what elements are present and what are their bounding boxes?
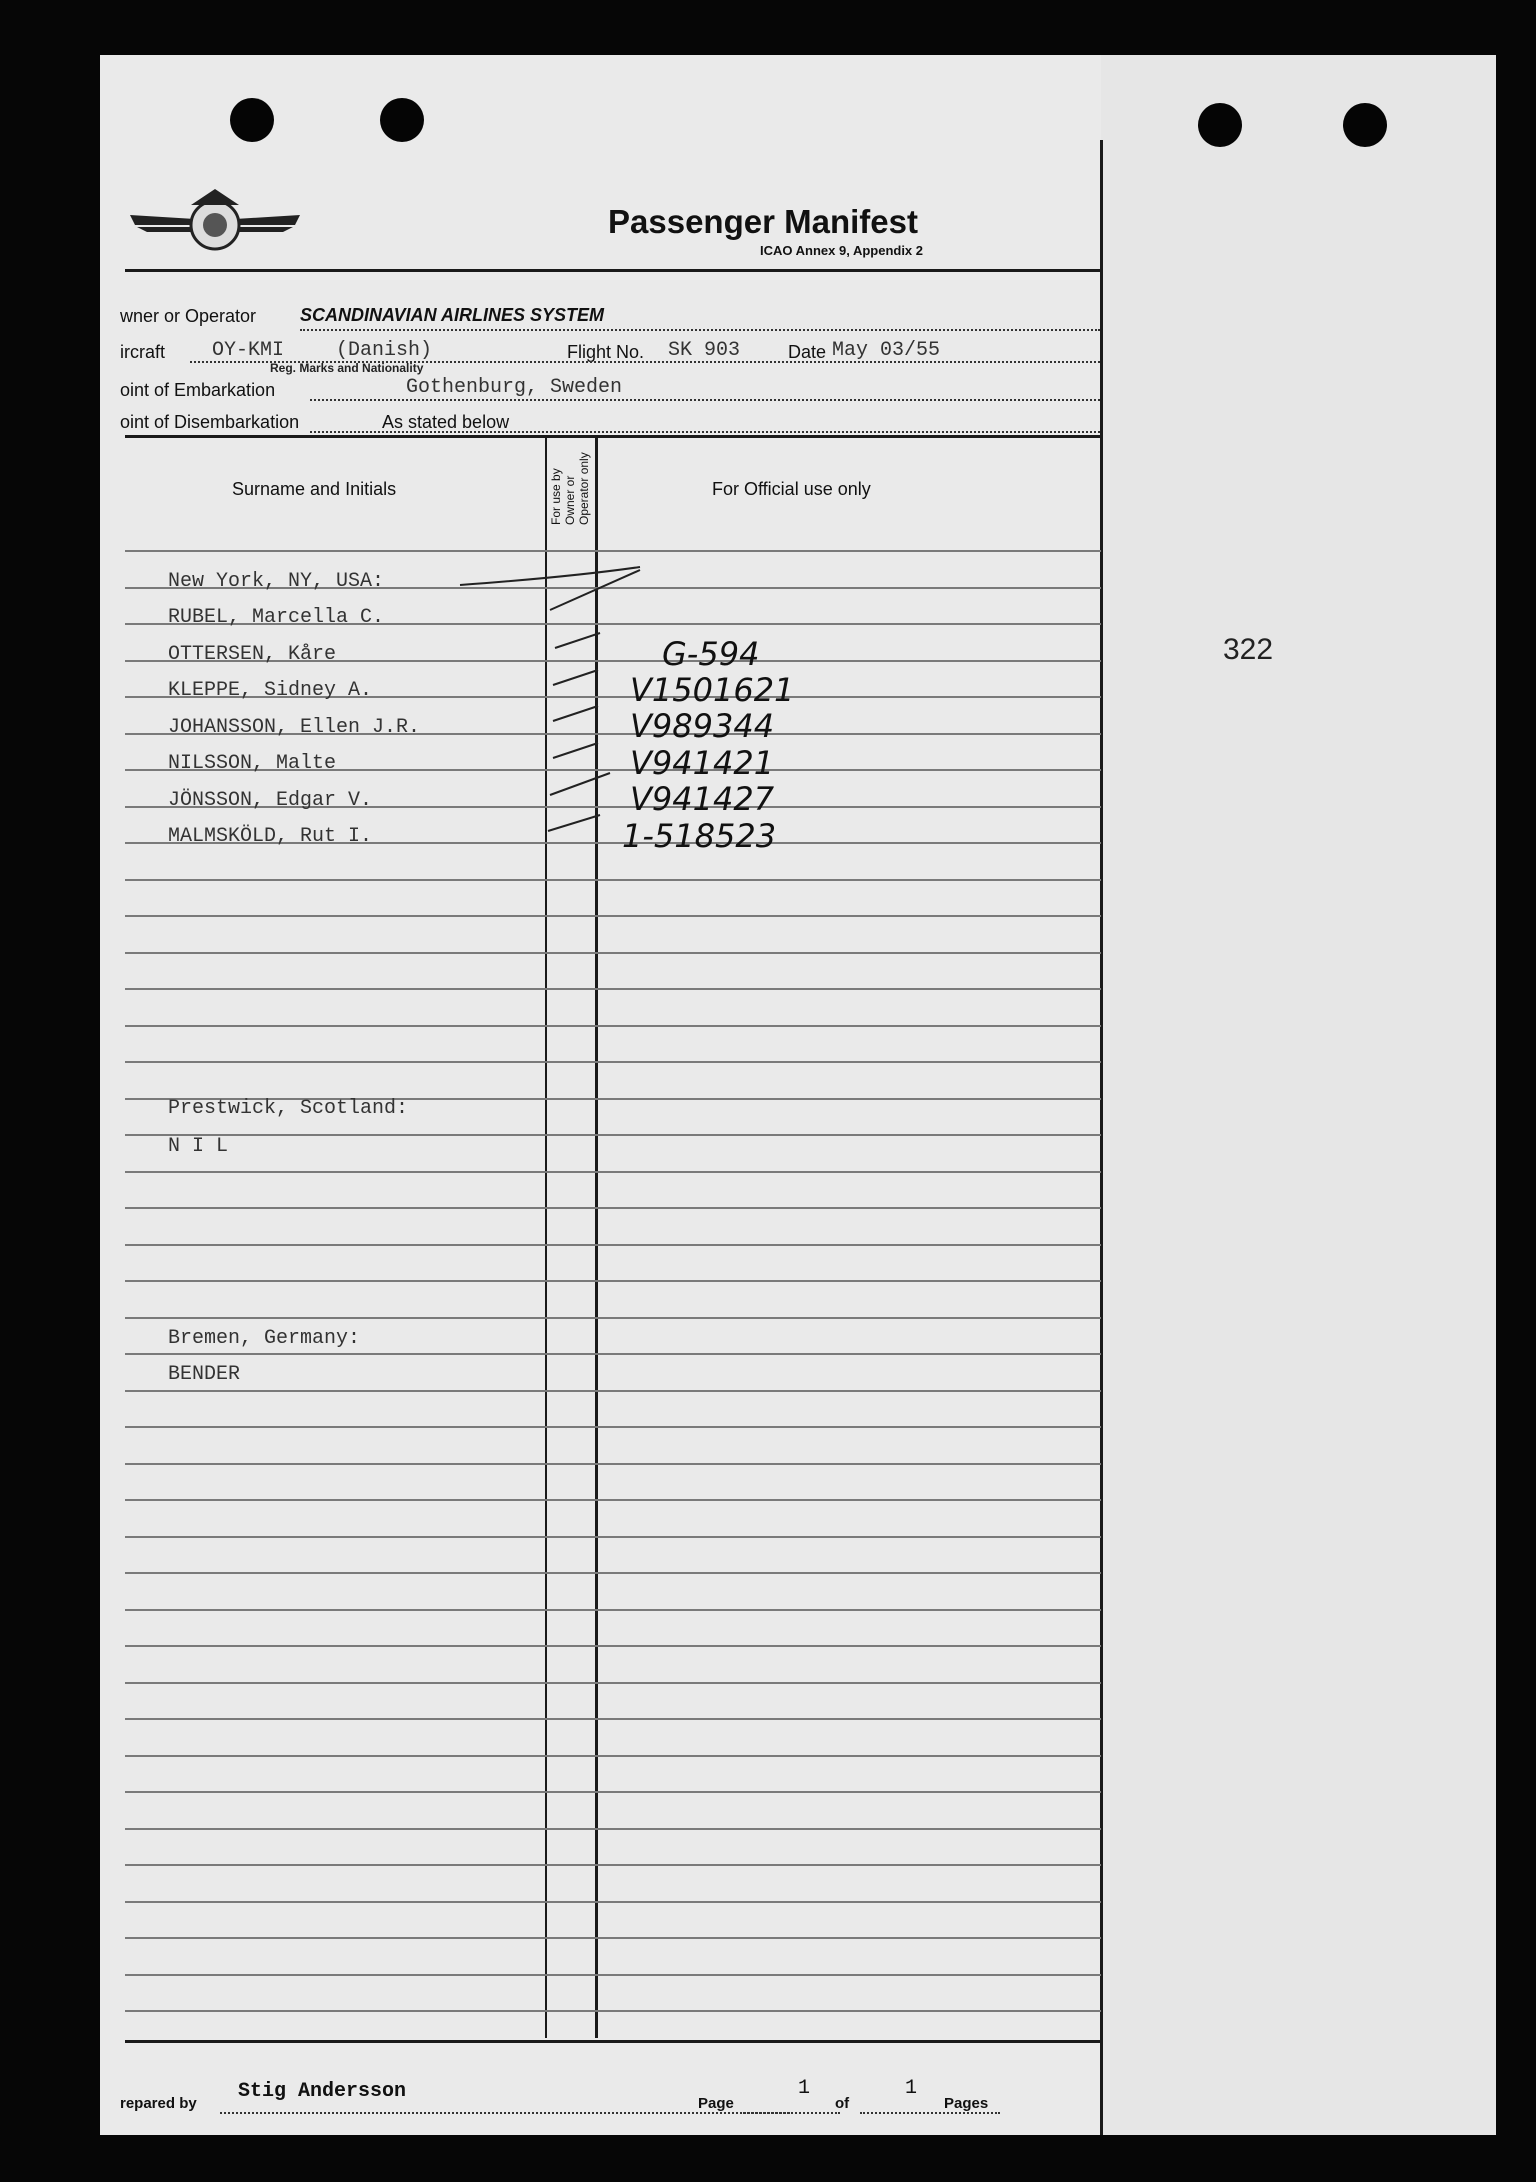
aircraft-dotted-line [190, 361, 1100, 363]
ruled-line [125, 1134, 1101, 1136]
punch-hole [1198, 103, 1242, 147]
list-item: NILSSON, Malte [168, 752, 337, 775]
list-item: JÖNSSON, Edgar V. [168, 789, 373, 812]
ruled-line [125, 1974, 1101, 1976]
disembark-dotted-line [310, 431, 1100, 433]
aircraft-nationality: (Danish) [336, 339, 433, 362]
official-number: G-594 [662, 635, 760, 673]
punch-hole [1343, 103, 1387, 147]
list-item: OTTERSEN, Kåre [168, 643, 337, 666]
embark-dotted-line [310, 399, 1100, 401]
section-heading: Prestwick, Scotland: [168, 1097, 409, 1120]
manifest-sheet [100, 55, 1496, 2135]
check-marks [450, 545, 700, 865]
ruled-line [125, 1499, 1101, 1501]
section-entry: BENDER [168, 1363, 241, 1386]
owner-label: wner or Operator [120, 306, 257, 326]
disembark-label: oint of Disembarkation [120, 412, 300, 432]
stub-area [1101, 55, 1496, 2135]
ruled-line [125, 1791, 1101, 1793]
airline-logo [125, 185, 305, 265]
ruled-line [125, 1207, 1101, 1209]
page-label: Page [698, 2095, 734, 2112]
ruled-line [125, 1864, 1101, 1866]
reg-note: Reg. Marks and Nationality [270, 361, 424, 375]
of-label: of [835, 2095, 850, 2112]
punch-hole [380, 98, 424, 142]
aircraft-value: OY-KMI [212, 339, 285, 362]
prepared-value: Stig Andersson [238, 2080, 407, 2103]
prepared-label: repared by [120, 2095, 197, 2112]
owner-dotted-line [300, 329, 1100, 331]
ruled-line [125, 1572, 1101, 1574]
page-subtitle: ICAO Annex 9, Appendix 2 [760, 243, 924, 258]
page-dotted-line [740, 2112, 840, 2114]
ruled-line [125, 1025, 1101, 1027]
ruled-line [125, 1645, 1101, 1647]
owner-value: SCANDINAVIAN AIRLINES SYSTEM [300, 305, 605, 325]
official-number: V1501621 [630, 671, 795, 709]
side-number: 322 [1223, 633, 1274, 666]
list-item: MALMSKÖLD, Rut I. [168, 825, 373, 848]
ruled-line [125, 988, 1101, 990]
punch-hole [230, 98, 274, 142]
ruled-line [125, 915, 1101, 917]
ruled-line [125, 879, 1101, 881]
list-item: New York, NY, USA: [168, 570, 385, 593]
prepared-dotted-line [220, 2112, 790, 2114]
official-number: V941421 [630, 744, 775, 782]
ruled-line [125, 1390, 1101, 1392]
stub-divider [1100, 140, 1103, 2135]
page-value: 1 [798, 2077, 811, 2100]
official-number: 1-518523 [622, 817, 777, 855]
col-surname: Surname and Initials [232, 479, 397, 499]
ruled-line [125, 1609, 1101, 1611]
date-label: Date [788, 342, 827, 362]
date-value: May 03/55 [832, 339, 941, 362]
section-entry: N I L [168, 1135, 229, 1158]
col-owner-use-2: Owner or [563, 475, 577, 525]
footer-rule [125, 2040, 1101, 2043]
ruled-line [125, 1718, 1101, 1720]
section-heading: Bremen, Germany: [168, 1327, 361, 1350]
disembark-value: As stated below [382, 412, 510, 432]
ruled-line [125, 1280, 1101, 1282]
ruled-line [125, 1682, 1101, 1684]
of-dotted-line [860, 2112, 1000, 2114]
ruled-line [125, 2010, 1101, 2012]
ruled-line [125, 1317, 1101, 1319]
of-value: 1 [905, 2077, 918, 2100]
flight-value: SK 903 [668, 339, 741, 362]
col-official: For Official use only [712, 479, 871, 499]
official-number: V989344 [630, 707, 775, 745]
list-item: KLEPPE, Sidney A. [168, 679, 373, 702]
ruled-line [125, 1426, 1101, 1428]
ruled-line [125, 1463, 1101, 1465]
ruled-line [125, 1828, 1101, 1830]
ruled-line [125, 1171, 1101, 1173]
flight-label: Flight No. [567, 342, 645, 362]
embark-value: Gothenburg, Sweden [406, 376, 623, 399]
ruled-line [125, 1353, 1101, 1355]
col-owner-use-3: Operator only [577, 452, 591, 525]
pages-label: Pages [944, 2095, 989, 2112]
page-title: Passenger Manifest [608, 203, 918, 240]
ruled-line [125, 1937, 1101, 1939]
ruled-line [125, 1901, 1101, 1903]
list-item: JOHANSSON, Ellen J.R. [168, 716, 421, 739]
list-item: RUBEL, Marcella C. [168, 606, 385, 629]
ruled-line [125, 1755, 1101, 1757]
ruled-line [125, 952, 1101, 954]
ruled-line [125, 1244, 1101, 1246]
ruled-line [125, 1061, 1101, 1063]
embark-label: oint of Embarkation [120, 380, 276, 400]
aircraft-label: ircraft [120, 342, 165, 362]
col-owner-use-1: For use by [549, 468, 563, 525]
table-top-rule [125, 435, 1101, 438]
ruled-line [125, 1536, 1101, 1538]
official-number: V941427 [630, 780, 775, 818]
header-rule [125, 269, 1101, 272]
